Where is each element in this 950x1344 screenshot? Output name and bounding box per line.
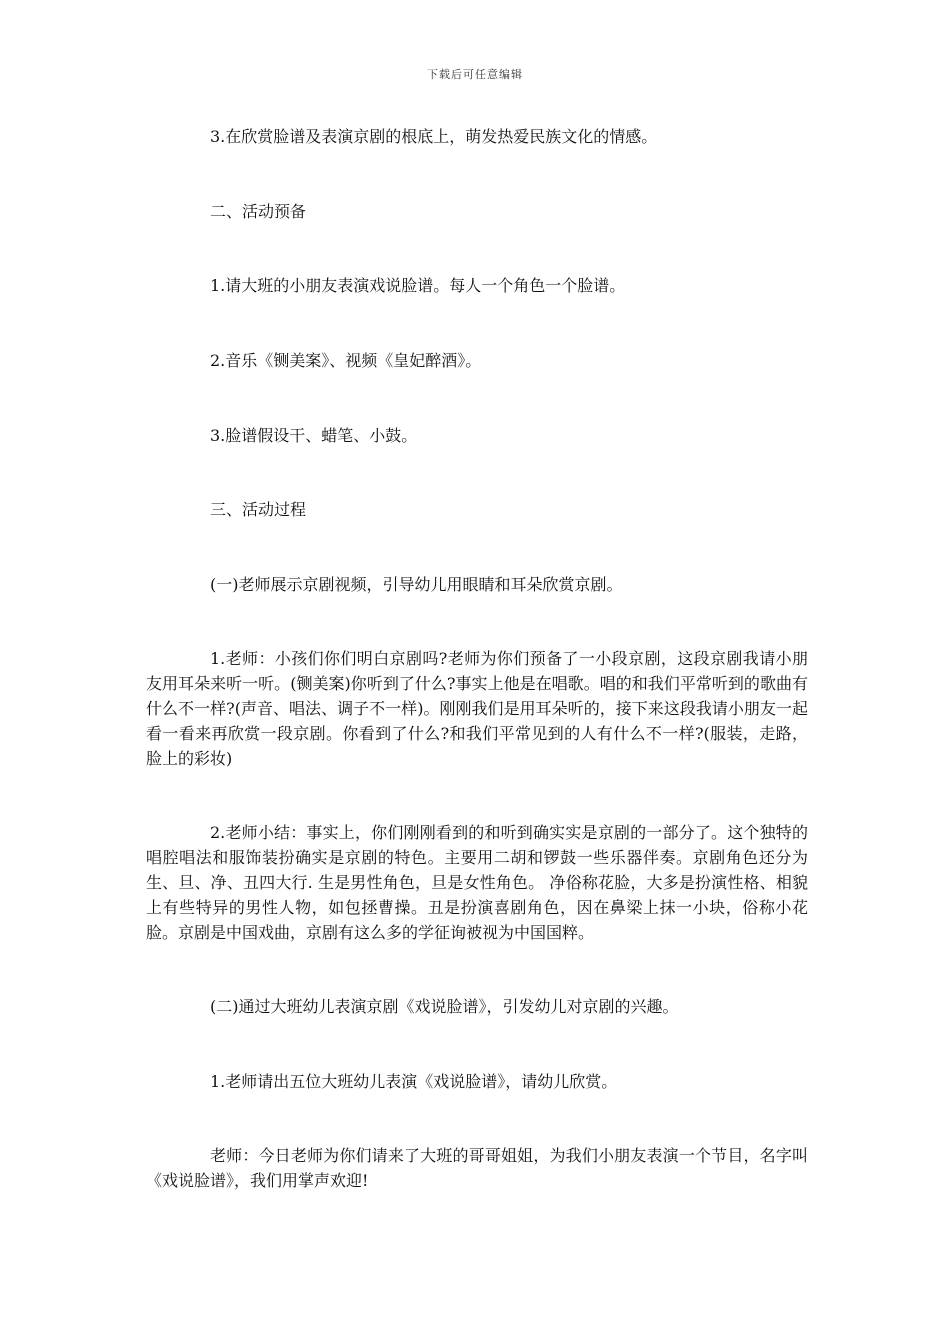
section-heading-preparation: 二、活动预备: [210, 202, 307, 221]
paragraph-teacher-summary: 2.老师小结：事实上，你们刚刚看到的和听到确实实是京剧的一部分了。这个独特的唱腔唱法和服饰装扮确实是京剧的特色。主要用二胡和锣鼓一些乐器伴奏。京剧角色还分为生、旦、净、丑四大行. 生是男性角色，旦是女性角色。 净俗称花脸，大多是扮演性格、相貌上有些特异的男性人物，如包拯曹操。丑是扮演喜剧角色，因在鼻梁上抹一小块，俗称小花脸。京剧是中国戏曲，京剧有这么多的学征询被视为中国国粹。: [146, 823, 808, 942]
paragraph-performance-1: 1.老师请出五位大班幼儿表演《戏说脸谱》，请幼儿欣赏。: [210, 1072, 618, 1091]
paragraph-teacher-welcome: 老师：今日老师为你们请来了大班的哥哥姐姐，为我们小朋友表演一个节目，名字叫《戏说脸谱》，我们用掌声欢迎!: [146, 1146, 808, 1190]
paragraph-prep-3: 3.脸谱假设干、蜡笔、小鼓。: [210, 426, 418, 445]
page-header: 下载后可任意编辑: [427, 68, 523, 81]
paragraph-goal-3: 3.在欣赏脸谱及表演京剧的根底上，萌发热爱民族文化的情感。: [210, 127, 658, 146]
paragraph-teacher-dialogue: 1.老师：小孩们你们明白京剧吗?老师为你们预备了一小段京剧，这段京剧我请小朋友用耳朵来听一听。(铡美案)你听到了什么?事实上他是在唱歌。唱的和我们平常听到的歌曲有什么不一样?(声音、唱法、调子不一样)。刚刚我们是用耳朵听的，接下来这段我请小朋友一起看一看来再欣赏一段京剧。你看到了什么?和我们平常见到的人有什么不一样?(服装，走路，脸上的彩妆): [146, 649, 808, 768]
subsection-heading-video: (一)老师展示京剧视频，引导幼儿用眼睛和耳朵欣赏京剧。: [210, 575, 623, 594]
paragraph-prep-1: 1.请大班的小朋友表演戏说脸谱。每人一个角色一个脸谱。: [210, 276, 626, 295]
section-heading-process: 三、活动过程: [210, 500, 307, 519]
paragraph-prep-2: 2.音乐《铡美案》、视频《皇妃醉酒》。: [210, 351, 482, 370]
subsection-heading-performance: (二)通过大班幼儿表演京剧《戏说脸谱》，引发幼儿对京剧的兴趣。: [210, 997, 679, 1016]
